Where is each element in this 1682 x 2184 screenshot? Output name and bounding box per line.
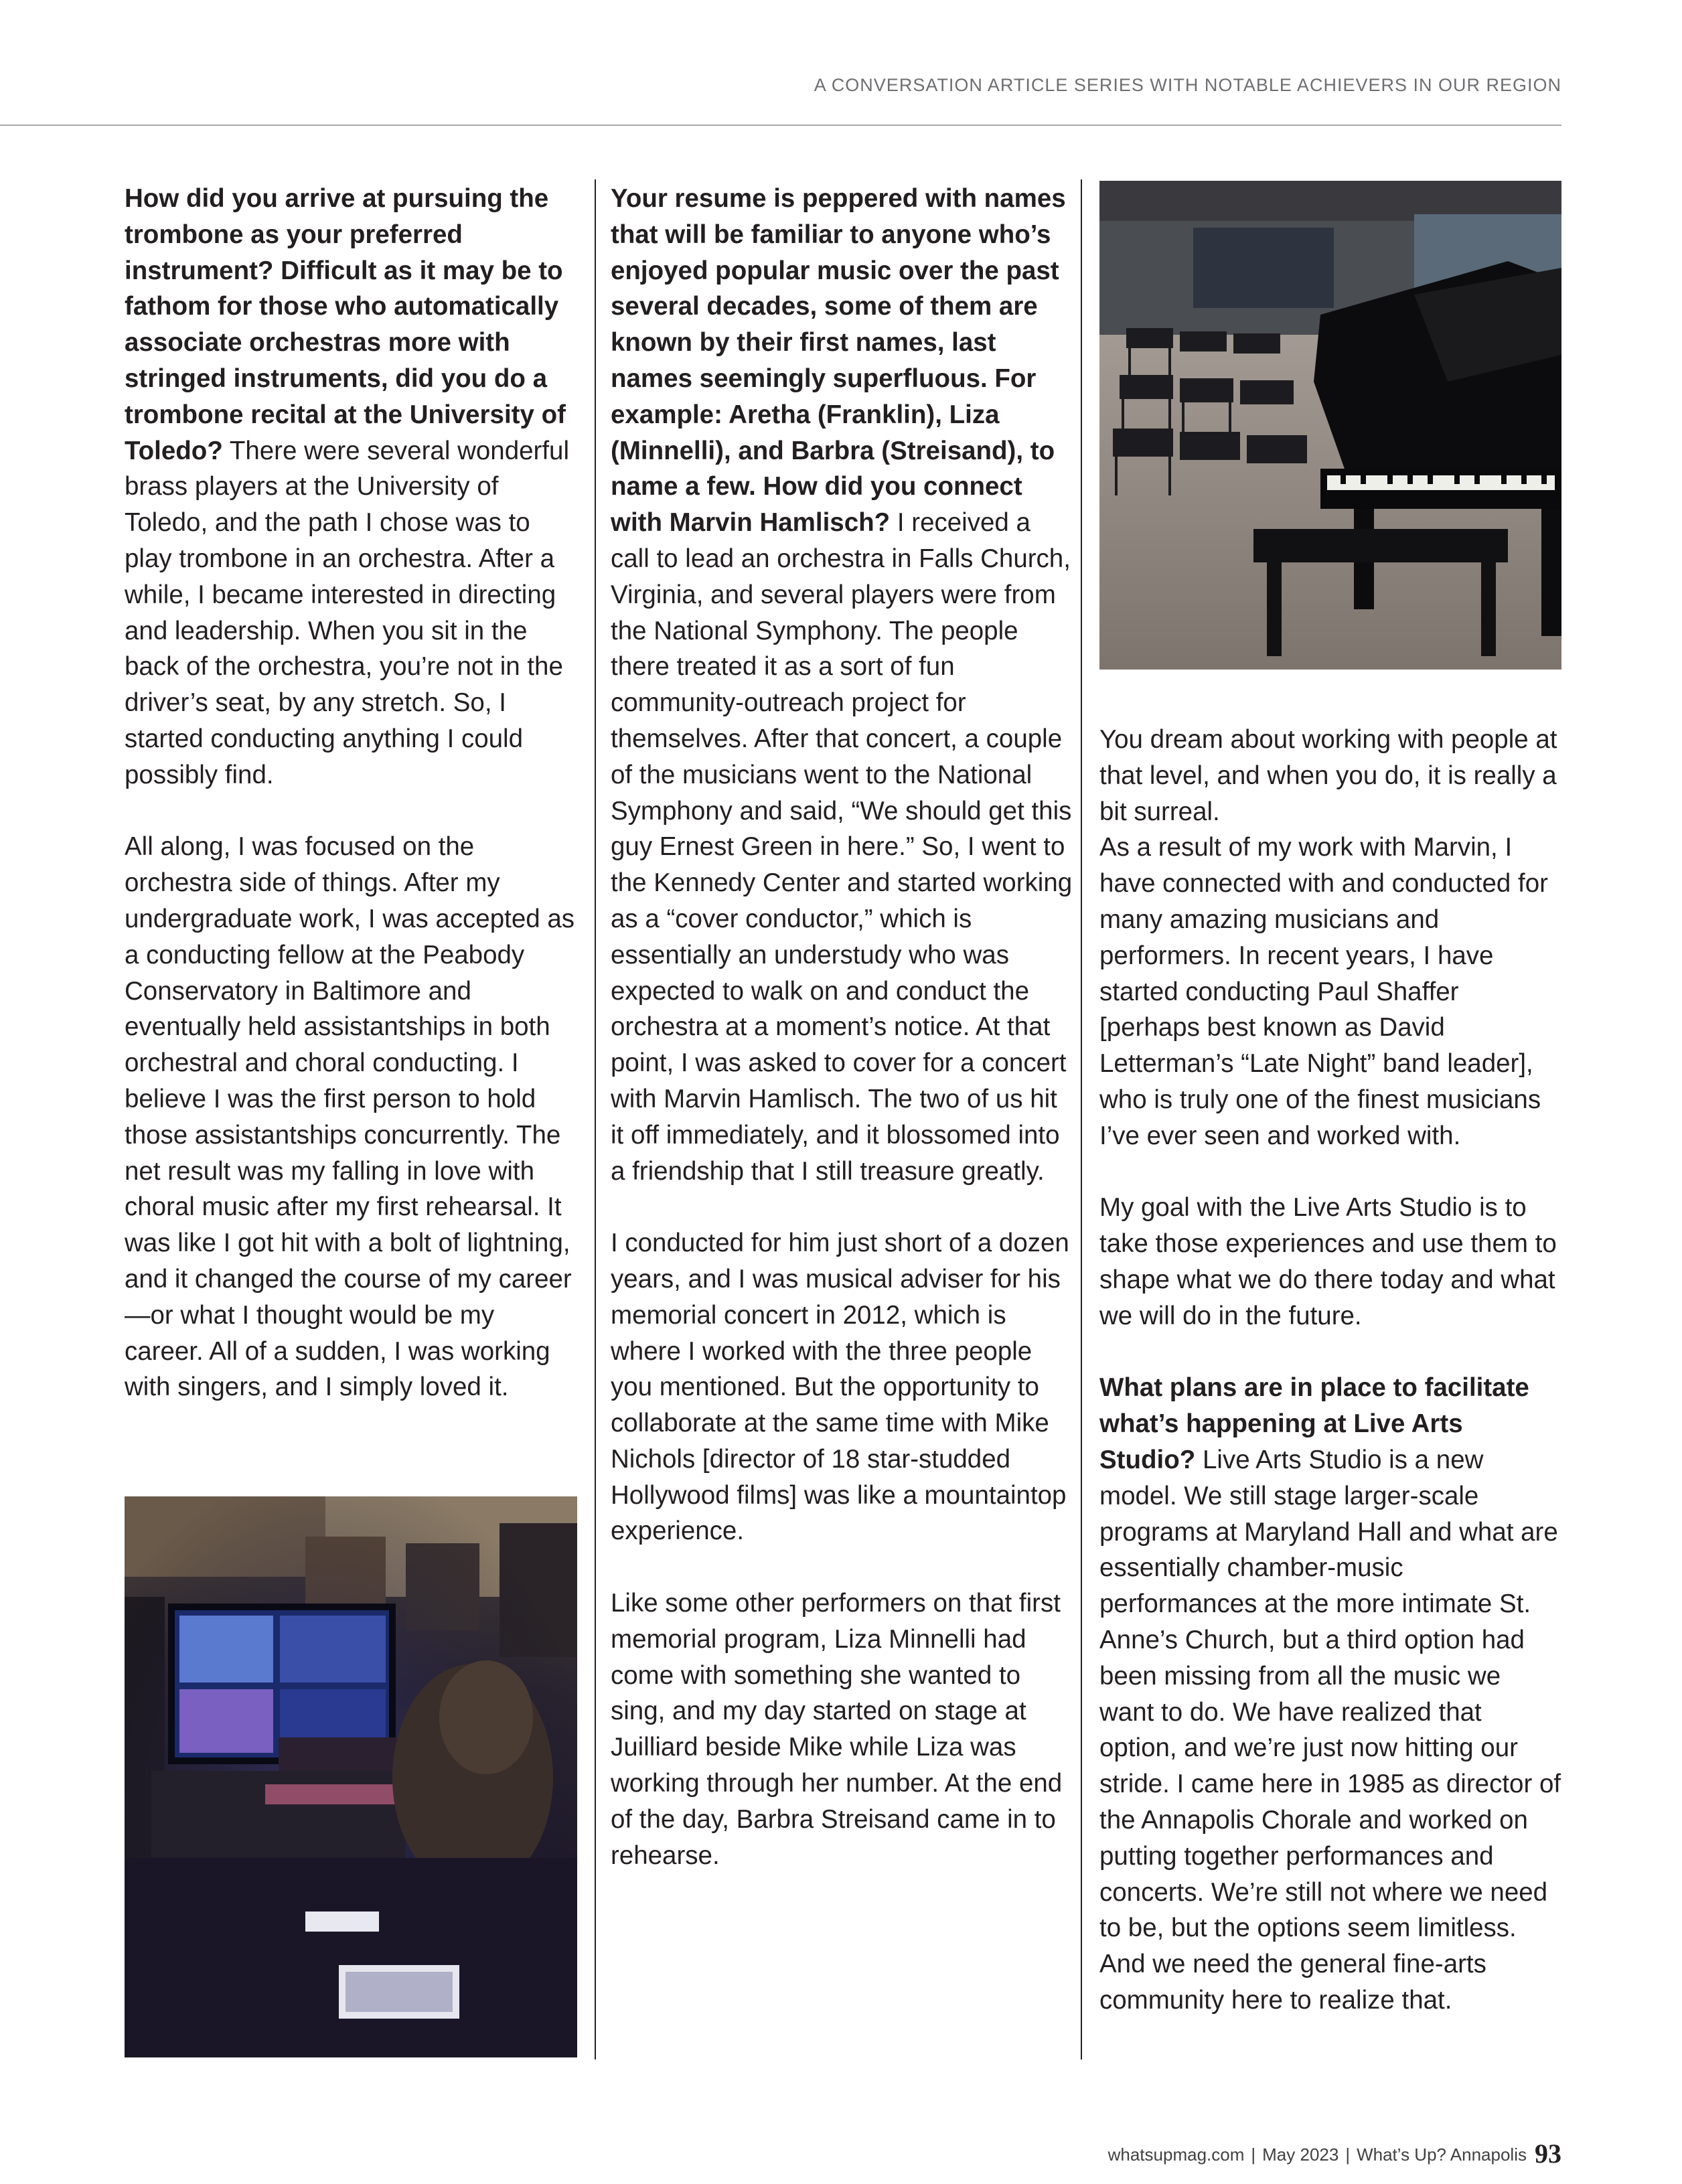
photo-video-control-booth (125, 1496, 577, 2057)
column-3-paragraph-1: You dream about working with people at that level, and when you do, it is really a bit surreal. (1099, 725, 1557, 826)
header-divider (0, 125, 1561, 126)
interview-answer: There were several wonderful brass players at the University of Toledo, and the path I chose was to play trombone in an orchestra. After a while, I became interested in directing and leadership. When you sit in the back of the orchestra, you’re not in the driver’s seat, by any stretch. So, I started conducting anything I could possibly find. (125, 436, 569, 789)
footer-separator: | (1345, 2144, 1351, 2165)
footer-magazine-name: What’s Up? Annapolis (1357, 2144, 1527, 2165)
page-footer (1108, 2138, 1561, 2169)
column-3-paragraph-4 (1099, 1370, 1561, 2018)
interview-question: How did you arrive at pursuing the trombone as your preferred instrument? Difficult as it may be to fathom for those who automatically associate orchestras more with stringed instruments, did you do a trombone recital at the University of Toledo? (125, 184, 566, 465)
footer-website: whatsupmag.com (1107, 2144, 1245, 2165)
column-3-paragraph-2: As a result of my work with Marvin, I have connected with and conducted for many amazing musicians and performers. In recent years, I have started conducting Paul Shaffer [perhaps best known as David Letterman’s “Late Night” band leader], who is truly one of the finest musicians I’ve ever seen and worked with. (1099, 833, 1548, 1150)
column-2-paragraph-3: Like some other performers on that first memorial program, Liza Minnelli had come with something she wanted to sing, and my day started on stage at Juilliard beside Mike while Liza was working through her number. At the end of the day, Barbra Streisand came in to rehearse. (611, 1589, 1063, 1870)
interview-question: Your resume is peppered with names that will be familiar to anyone who’s enjoyed popular music over the past several decades, some of them are known by their first names, last names seemingly superfluous. For example: Aretha (Franklin), Liza (Minnelli), and Barbra (Streisand), to name a few. How did you connect with Marvin Hamlisch? (611, 184, 1066, 538)
article-column-2 (611, 181, 1073, 1873)
column-3-paragraph-3: My goal with the Live Arts Studio is to take those experiences and use them to shape what we do there today and what we will do in the future. (1099, 1193, 1557, 1330)
series-header: A CONVERSATION ARTICLE SERIES WITH NOTABLE ACHIEVERS IN OUR REGION (814, 75, 1561, 95)
column-divider-1 (595, 179, 596, 2059)
column-1-paragraph-2: All along, I was focused on the orchestra side of things. After my undergraduate work, I was accepted as a conducting fellow at the Peabody Conservatory in Baltimore and eventually held assistantships in both orchestral and choral conducting. I believe I was the first person to hold those assistantships concurrently. The net result was my falling in love with choral music after my first rehearsal. It was like I got hit with a bolt of lightning, and it changed the course of my career—or what I thought would be my career. All of a sudden, I was working with singers, and I simply loved it. (125, 832, 575, 1402)
footer-issue-date: May 2023 (1262, 2144, 1339, 2165)
interview-answer: Live Arts Studio is a new model. We still stage larger-scale programs at Maryland Hall and what are essentially chamber-music performances at the more intimate St. Anne’s Church, but a third option had been missing from all the music we want to do. We have realized that option, and we’re just now hitting our stride. I came here in 1985 as director of the Annapolis Chorale and worked on putting together performances and concerts. We’re still not where we need to be, but the options seem limitless. And we need the general fine-arts community here to realize that. (1099, 1445, 1561, 2015)
interview-question: What plans are in place to facilitate what’s happening at Live Arts Studio? (1099, 1373, 1529, 1474)
column-2-paragraph-1 (611, 181, 1073, 1189)
interview-answer: I received a call to lead an orchestra in Falls Church, Virginia, and several players were from the National Symphony. The people there treated it as a sort of fun community-outreach project for themselves. After that concert, a couple of the musicians went to the National Symphony and said, “We should get this guy Ernest Green in here.” So, I went to the Kennedy Center and started working as a “cover conductor,” which is essentially an understudy who was expected to walk on and conduct the orchestra at a moment’s notice. At that point, I was asked to cover for a concert with Marvin Hamlisch. The two of us hit it off immediately, and it blossomed into a friendship that I still treasure greatly. (611, 508, 1073, 1186)
article-column-1 (125, 181, 580, 1405)
column-1-paragraph-1 (125, 181, 580, 793)
footer-separator: | (1251, 2144, 1256, 2165)
photo-piano-studio (1099, 181, 1561, 670)
page-number: 93 (1535, 2138, 1561, 2169)
column-2-paragraph-2: I conducted for him just short of a dozen years, and I was musical adviser for his memorial concert in 2012, which is where I worked with the three people you mentioned. But the opportunity to collaborate at the same time with Mike Nichols [director of 18 star-studded Hollywood films] was like a mountaintop experience. (611, 1229, 1069, 1546)
column-divider-2 (1081, 179, 1082, 2059)
article-column-3 (1099, 722, 1561, 2019)
